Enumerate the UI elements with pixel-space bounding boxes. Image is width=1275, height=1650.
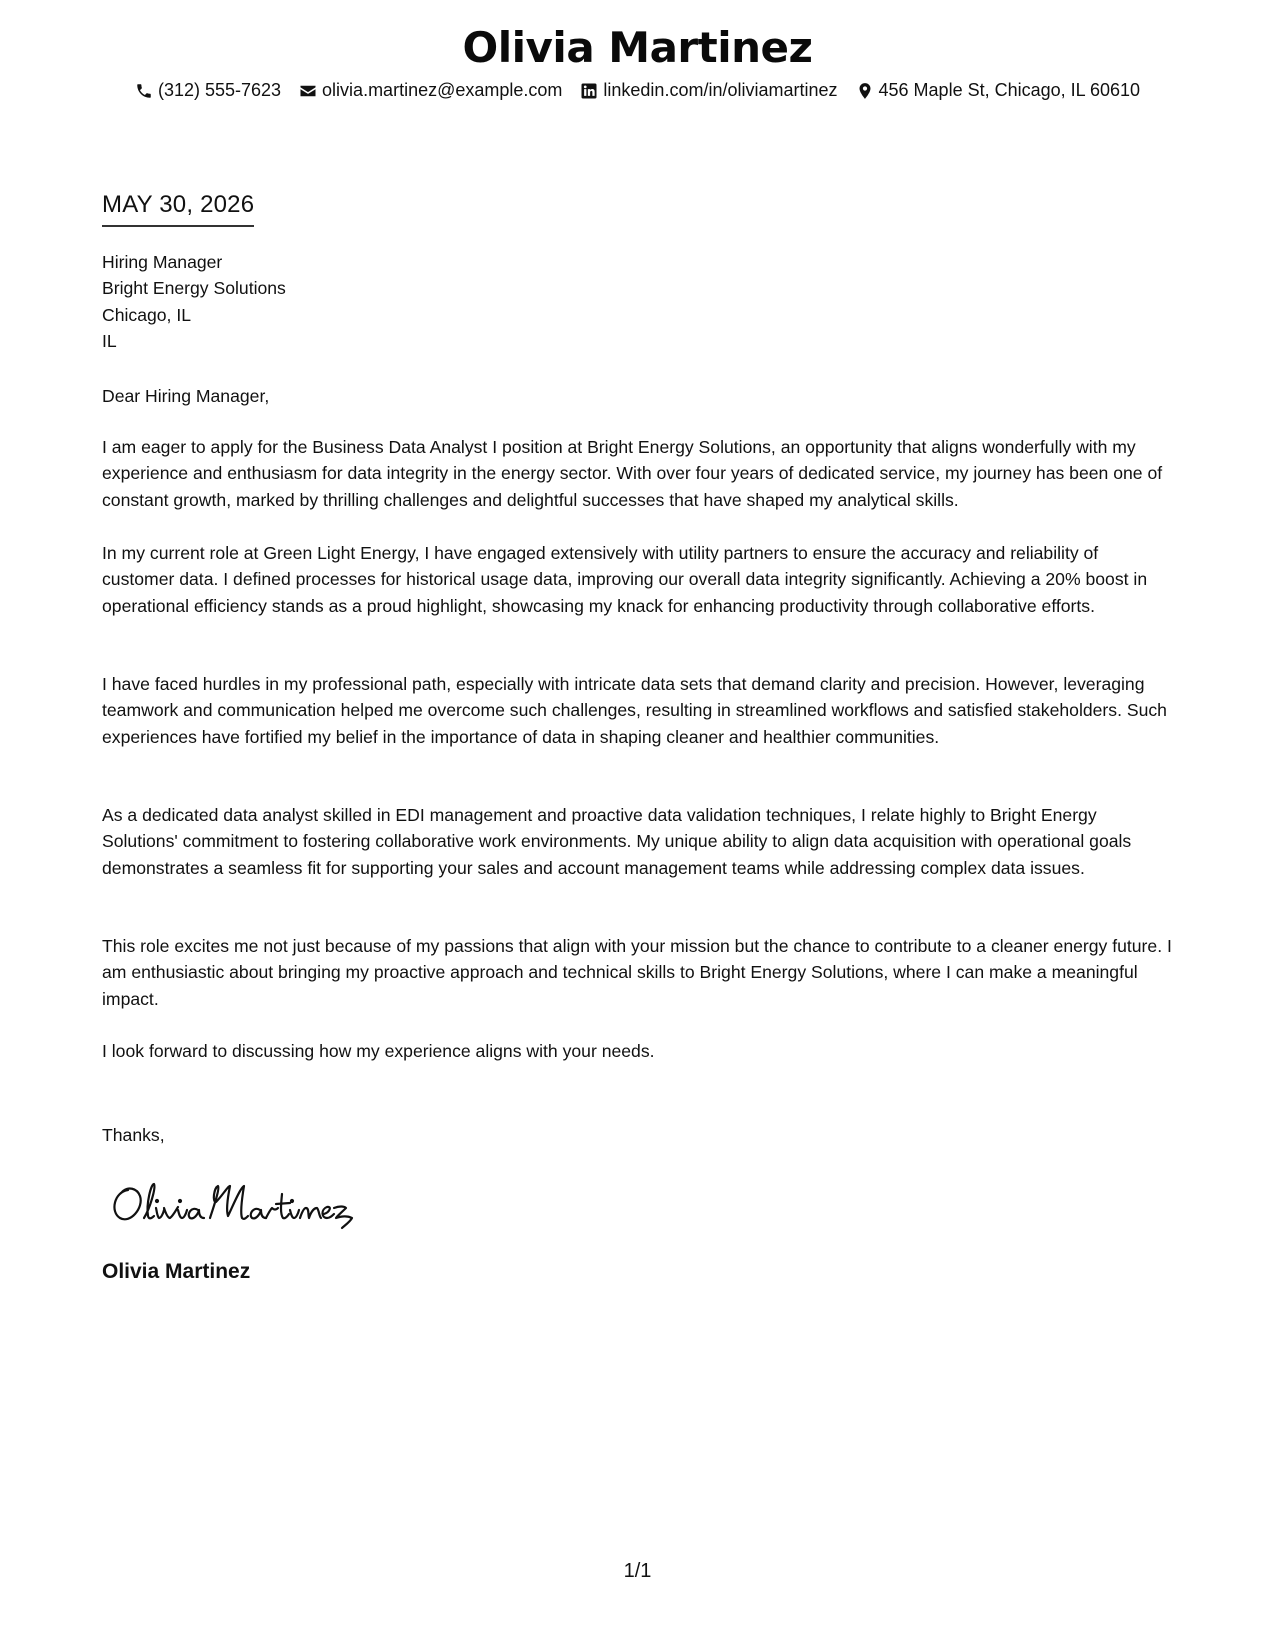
body-paragraph-3: I have faced hurdles in my professional path, especially with intricate data sets that demand clarity and precision. However, leveraging teamwork and communication helped me overcome such challenges, resulting in streamlined workflows and satisfied stakeholders. Such experiences have fortified my belief in the importance of data in shaping cleaner and healthier communities.: [102, 674, 1167, 747]
linkedin-icon: [580, 82, 598, 100]
recipient-company: Bright Energy Solutions: [102, 278, 286, 299]
letter-header: [0, 20, 1275, 101]
map-pin-icon: [856, 82, 874, 100]
signer-name: Olivia Martinez: [102, 1260, 251, 1283]
recipient-title: Hiring Manager: [102, 252, 223, 272]
contact-row: [0, 80, 1275, 101]
salutation: Dear Hiring Manager,: [102, 386, 270, 406]
recipient-city: Chicago, IL: [102, 304, 191, 325]
contact-phone[interactable]: [135, 80, 281, 101]
address-text: 456 Maple St, Chicago, IL 60610: [878, 80, 1141, 100]
handwritten-signature: [106, 1172, 366, 1232]
recipient-block: [102, 249, 286, 355]
contact-linkedin[interactable]: [580, 80, 837, 101]
letter-date: MAY 30, 2026: [102, 190, 254, 227]
contact-email[interactable]: [299, 80, 562, 101]
applicant-name: Olivia Martinez: [462, 23, 813, 72]
recipient-state: IL: [102, 331, 117, 352]
closing: Thanks,: [102, 1125, 165, 1145]
linkedin-text: linkedin.com/in/oliviamartinez: [603, 80, 838, 100]
body-paragraph-4: As a dedicated data analyst skilled in EDI management and proactive data validation techniques, I relate highly to Bright Energy Solutions' commitment to fostering collaborative work environments. My unique ability to align data acquisition with operational goals demonstrates a seamless fit for supporting your sales and account management teams while addressing complex data issues.: [102, 805, 1132, 878]
phone-text: (312) 555-7623: [157, 80, 282, 100]
body-paragraph-5: This role excites me not just because of my passions that align with your mission but the chance to contribute to a cleaner energy future. I am enthusiastic about bringing my proactive approach and technical skills to Bright Energy Solutions, where I can make a meaningful impact.: [102, 936, 1172, 1009]
body-paragraph-6: I look forward to discussing how my experience aligns with your needs.: [102, 1041, 655, 1061]
body-paragraph-2: In my current role at Green Light Energy, I have engaged extensively with utility partners to ensure the accuracy and reliability of customer data. I defined processes for historical usage data, improving our overall data integrity significantly. Achieving a 20% boost in operational efficiency stands as a proud highlight, showcasing my knack for enhancing productivity through collaborative efforts.: [102, 543, 1148, 616]
email-text: olivia.martinez@example.com: [322, 80, 563, 100]
phone-icon: [135, 82, 153, 100]
contact-address[interactable]: [856, 80, 1141, 101]
envelope-icon: [299, 82, 317, 100]
page-number: 1/1: [623, 1560, 652, 1582]
body-paragraph-1: I am eager to apply for the Business Data Analyst I position at Bright Energy Solutions, an opportunity that aligns wonderfully with my experience and enthusiasm for data integrity in the energy sector. With over four years of dedicated service, my journey has been one of constant growth, marked by thrilling challenges and delightful successes that have shaped my analytical skills.: [102, 437, 1163, 510]
